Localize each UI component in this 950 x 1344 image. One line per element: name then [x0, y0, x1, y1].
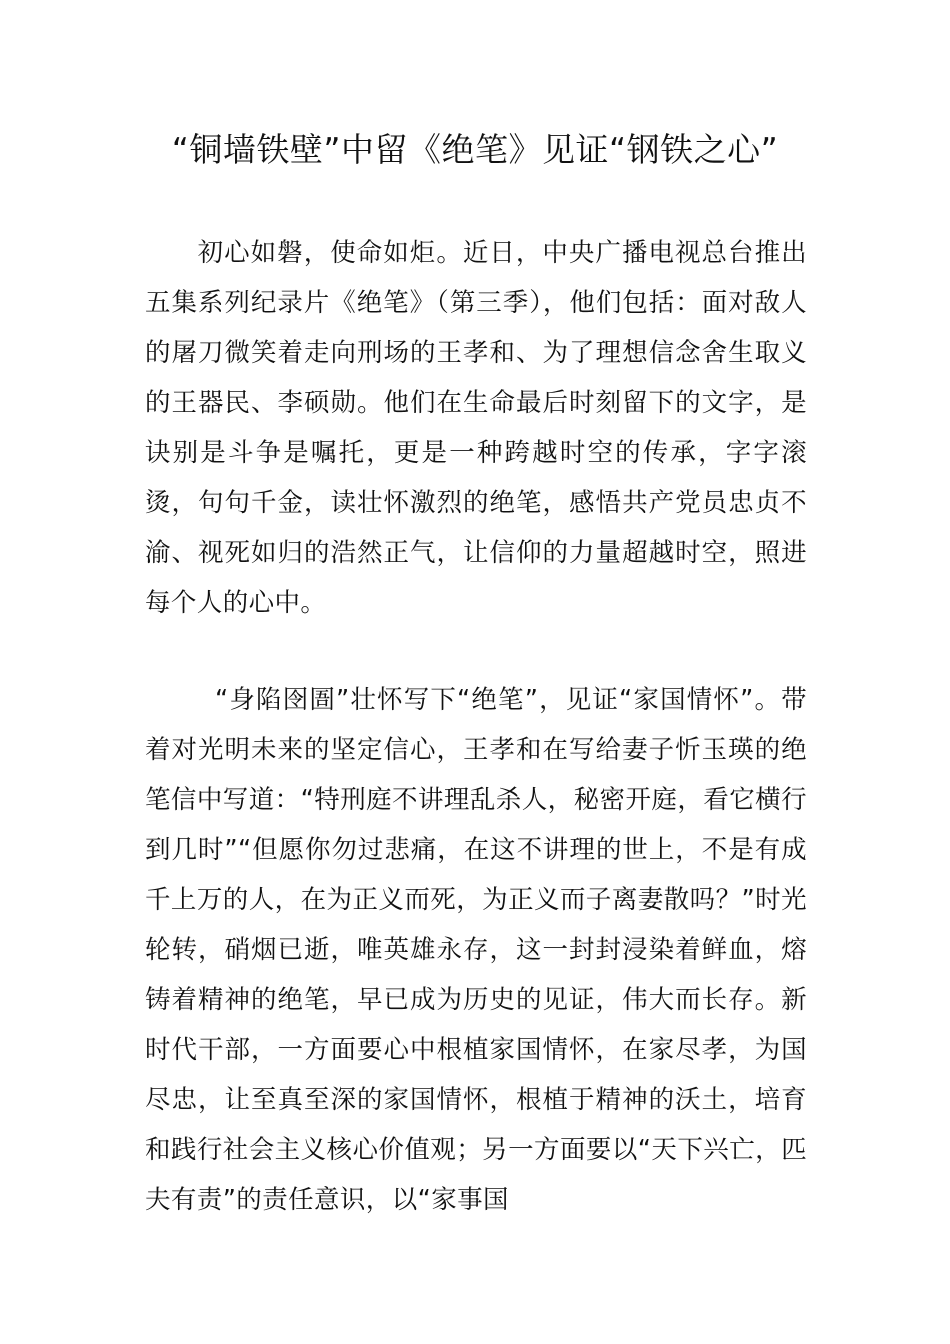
paragraph-family-country	[145, 675, 807, 1225]
paragraph-text: 初心如磐，使命如炬。近日，中央广播电视总台推出五集系列纪录片《绝笔》（第三季），他们包括：面对敌人的屠刀微笑着走向刑场的王孝和、为了理想信念舍生取义的王器民、李硕勋。他们在生命最后时刻留下的文字，是诀别是斗争是嘱托，更是一种跨越时空的传承，字字滚烫，句句千金，读壮怀激烈的绝笔，感悟共产党员忠贞不渝、视死如归的浩然正气，让信仰的力量超越时空，照进每个人的心中。	[145, 238, 807, 618]
document-title: “铜墙铁壁”中留《绝笔》见证“钢铁之心”	[171, 130, 779, 169]
paragraph-text: “身陷囹圄”壮怀写下“绝笔”，见证“家国情怀”。带着对光明未来的坚定信心，王孝和在写给妻子忻玉瑛的绝笔信中写道：“特刑庭不讲理乱杀人，秘密开庭，看它横行到几时”“但愿你勿过悲痛，在这不讲理的世上，不是有成千上万的人，在为正义而死，为正义而子离妻散吗？”时光轮转，硝烟已逝，唯英雄永存，这一封封浸染着鲜血，熔铸着精神的绝笔，早已成为历史的见证，伟大而长存。新时代干部，一方面要心中根植家国情怀，在家尽孝，为国尽忠，让至真至深的家国情怀，根植于精神的沃土，培育和践行社会主义核心价值观；另一方面要以“天下兴亡，匹夫有责”的责任意识，以“家事国	[145, 685, 807, 1215]
paragraph-intro	[145, 228, 807, 628]
